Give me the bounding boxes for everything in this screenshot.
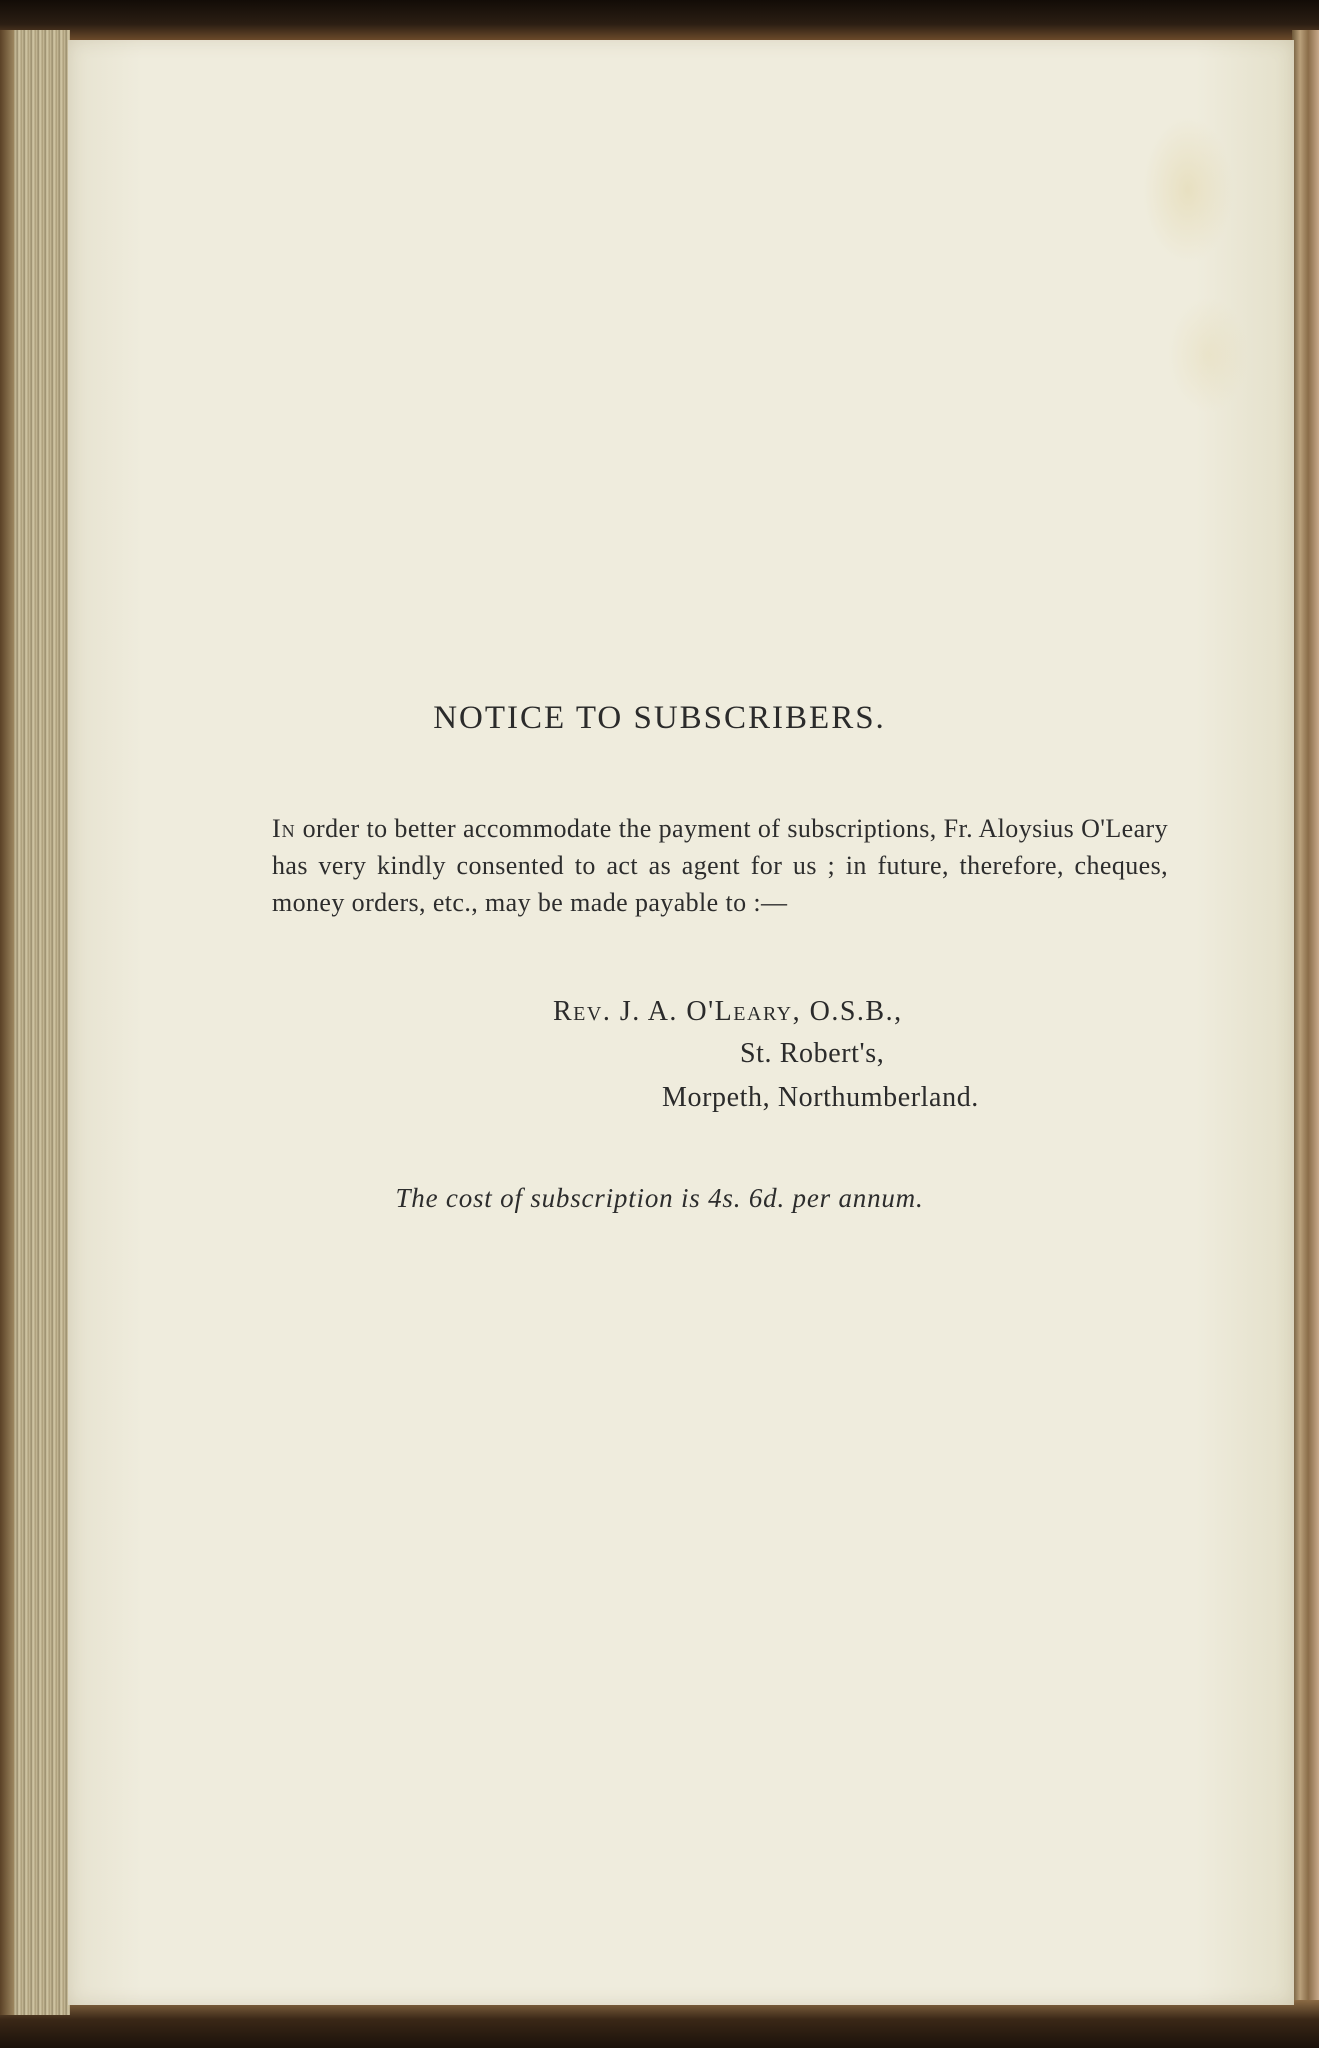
notice-title: NOTICE TO SUBSCRIBERS. bbox=[433, 700, 886, 736]
notice-paragraph bbox=[272, 810, 1168, 921]
address-name: Rev. J. A. O'Leary, O.S.B., bbox=[553, 996, 903, 1027]
page-edges-stack bbox=[0, 30, 70, 2015]
paragraph-body: order to better accommodate the payment of subscriptions, Fr. Aloysius O'Leary has very kindly consented to act as agent for us ; in future, therefore, cheques, money orders, etc., may be made payable to :— bbox=[272, 814, 1168, 917]
book-binding-top bbox=[0, 0, 1319, 40]
paragraph-first-word: In bbox=[272, 814, 296, 843]
address-street: St. Robert's, bbox=[740, 1038, 885, 1069]
book-binding-bottom bbox=[0, 2000, 1319, 2048]
book-binding-right bbox=[1292, 30, 1319, 2020]
address-city: Morpeth, Northumberland. bbox=[662, 1082, 979, 1113]
subscription-cost: The cost of subscription is 4s. 6d. per annum. bbox=[395, 1183, 924, 1213]
